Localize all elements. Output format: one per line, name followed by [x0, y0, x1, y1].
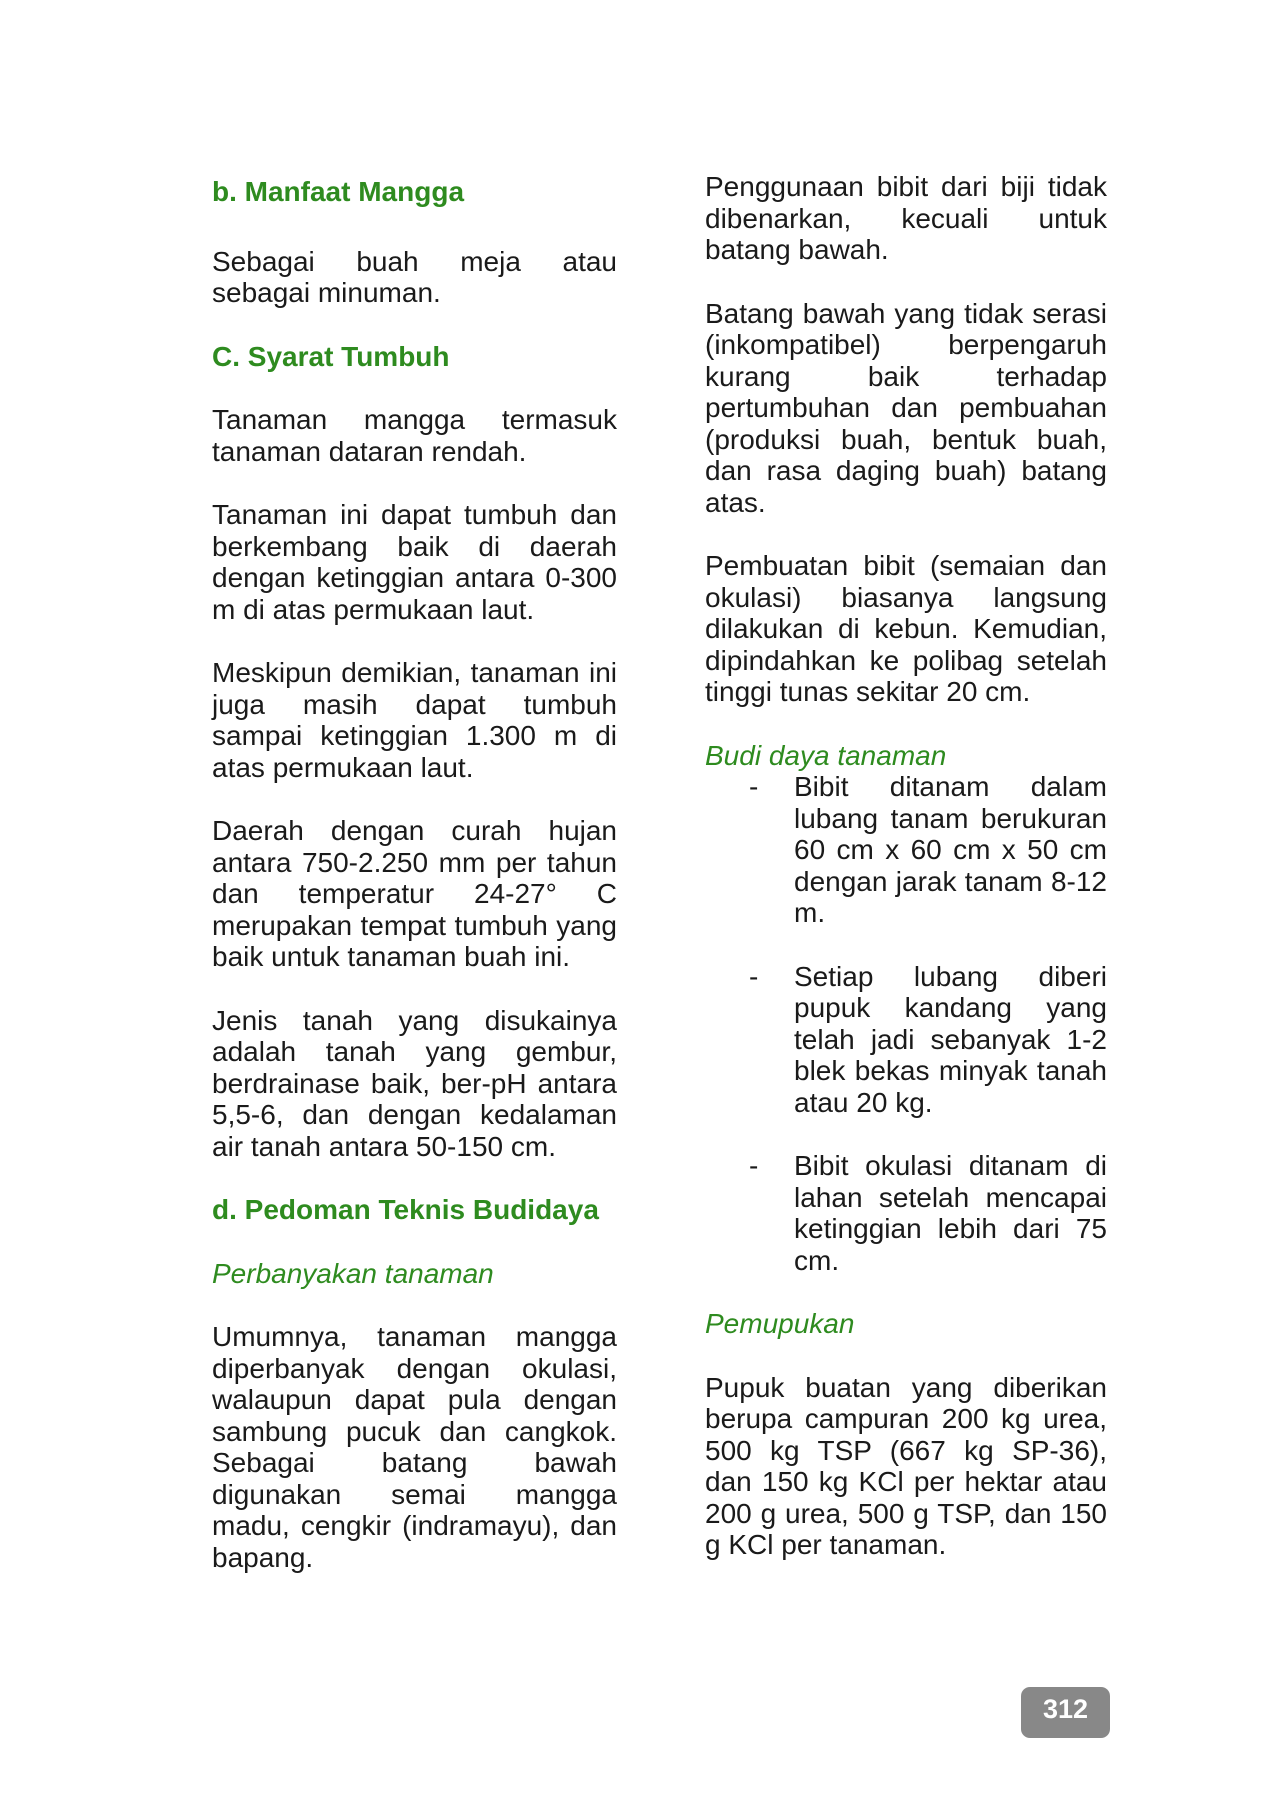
list-item: [705, 961, 1107, 1119]
subheading-pemupukan: Pemupukan: [705, 1308, 855, 1339]
budidaya-list: [705, 771, 1107, 1276]
paragraph-syarat-3: Meskipun demikian, tanaman ini juga masih dapat tumbuh sampai ketinggian 1.300 m di atas permukaan laut.: [212, 657, 617, 783]
paragraph-manfaat: Sebagai buah meja atau sebagai minuman.: [212, 245, 617, 308]
paragraph-syarat-5: Jenis tanah yang disukainya adalah tanah yang gembur, berdrainase baik, ber-pH antara 5,5-6, dan dengan kedalaman air tanah antara 50-150 cm.: [212, 1004, 617, 1162]
heading-pedoman-teknis: d. Pedoman Teknis Budidaya: [212, 1194, 599, 1225]
dash-bullet: -: [749, 1150, 759, 1181]
paragraph-syarat-2: Tanaman ini dapat tumbuh dan berkembang baik di daerah dengan ketinggian antara 0-300 m di atas permukaan laut.: [212, 499, 617, 625]
paragraph-pemupukan: Pupuk buatan yang diberikan berupa campuran 200 kg urea, 500 kg TSP (667 kg SP-36), dan 150 kg KCl per hektar atau 200 g urea, 500 g TSP, dan 150 g KCl per tanaman.: [705, 1371, 1107, 1560]
paragraph-bibit-3: Pembuatan bibit (semaian dan okulasi) biasanya langsung dilakukan di kebun. Kemudian, dipindahkan ke polibag setelah tinggi tunas sekitar 20 cm.: [705, 550, 1107, 707]
list-item: [705, 771, 1107, 929]
paragraph-syarat-1: Tanaman mangga termasuk tanaman dataran rendah.: [212, 404, 617, 467]
heading-syarat-tumbuh: C. Syarat Tumbuh: [212, 340, 450, 372]
list-item-text: Bibit ditanam dalam lubang tanam berukuran 60 cm x 60 cm x 50 cm dengan jarak tanam 8-12 m.: [794, 771, 1107, 928]
paragraph-bibit-1: Penggunaan bibit dari biji tidak dibenarkan, kecuali untuk batang bawah.: [705, 171, 1107, 265]
subheading-budidaya: Budi daya tanaman: [705, 739, 947, 771]
paragraph-bibit-2: Batang bawah yang tidak serasi (inkompatibel) berpengaruh kurang baik terhadap pertumbuhan dan pembuahan (produksi buah, bentuk buah, dan rasa daging buah) batang atas.: [705, 297, 1107, 518]
heading-manfaat-mangga: b. Manfaat Mangga: [212, 176, 465, 207]
paragraph-perbanyakan: Umumnya, tanaman mangga diperbanyak dengan okulasi, walaupun dapat pula dengan sambung pucuk dan cangkok. Sebagai batang bawah digunakan semai mangga madu, cengkir (indramayu), dan bapang.: [212, 1321, 617, 1573]
page-number-badge: 312: [1021, 1687, 1110, 1738]
list-item: [705, 1150, 1107, 1276]
list-item-text: Bibit okulasi ditanam di lahan setelah mencapai ketinggian lebih dari 75 cm.: [794, 1150, 1107, 1276]
right-column: [705, 171, 1107, 1593]
left-column: [212, 171, 617, 1605]
subheading-perbanyakan: Perbanyakan tanaman: [212, 1257, 494, 1289]
dash-bullet: -: [749, 960, 759, 992]
list-item-text: Setiap lubang diberi pupuk kandang yang telah jadi sebanyak 1-2 blek bekas minyak tanah atau 20 kg.: [794, 960, 1107, 1118]
paragraph-syarat-4: Daerah dengan curah hujan antara 750-2.250 mm per tahun dan temperatur 24-27° C merupakan tempat tumbuh yang baik untuk tanaman buah ini.: [212, 815, 617, 972]
dash-bullet: -: [749, 771, 759, 802]
